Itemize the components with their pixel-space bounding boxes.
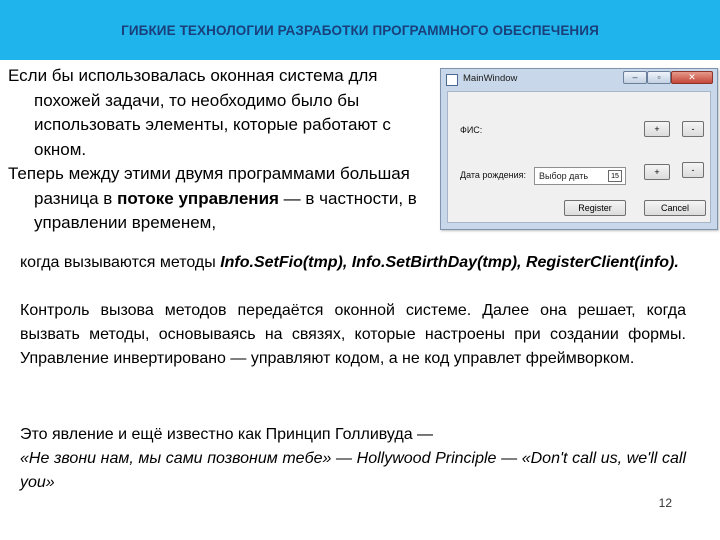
birth-date-label: Дата рождения: xyxy=(460,170,526,180)
control-paragraph: Контроль вызова методов передаётся оконной системе. Далее она решает, когда вызвать методы, основываясь на связях, которые настроены при создании формы. Управление инвертировано — управляют кодом, а не код управлет фреймворком. xyxy=(20,302,686,367)
date-plus-button[interactable]: + xyxy=(644,164,670,180)
window-client-area xyxy=(447,91,711,223)
intro-paragraph-1: Если бы использовалась оконная система для похожей задачи, то необходимо было бы использовать элементы, которые работают с окном. xyxy=(8,66,391,159)
body-paragraph-1 xyxy=(20,251,686,275)
calendar-icon[interactable]: 15 xyxy=(608,170,622,182)
minimize-icon[interactable]: – xyxy=(623,71,647,84)
body-paragraph-3 xyxy=(20,423,686,495)
intro-p2-tail: — в частности, в управлении временем, xyxy=(34,188,417,232)
date-placeholder: Выбор дать xyxy=(539,171,589,181)
intro-paragraph-2 xyxy=(8,162,446,236)
methods-intro: когда вызываются методы xyxy=(20,254,221,271)
methods-code: Info.SetFio(tmp), Info.SetBirthDay(tmp), RegisterClient(info). xyxy=(220,254,679,271)
intro-p2-text: Теперь между этими двумя программами большая разница в xyxy=(8,164,410,208)
hollywood-intro: Это явление и ещё известно как Принцип Голливуда — xyxy=(20,426,434,443)
maximize-icon[interactable]: ▫ xyxy=(647,71,671,84)
fio-plus-button[interactable]: + xyxy=(644,121,670,137)
methods-paragraph xyxy=(20,251,686,275)
register-button[interactable]: Register xyxy=(564,200,626,216)
cancel-button[interactable]: Cancel xyxy=(644,200,706,216)
window-app-icon xyxy=(446,74,458,86)
hollywood-quote-text: «Не звони нам, мы сами позвоним тебе» — Hollywood Principle — «Don't call us, we'll call you» xyxy=(20,450,686,491)
body-paragraph-2 xyxy=(20,299,686,371)
date-minus-button[interactable]: - xyxy=(682,162,704,178)
window-title-bar xyxy=(441,69,717,91)
birth-date-picker[interactable] xyxy=(534,167,626,185)
main-window-screenshot xyxy=(440,68,718,230)
slide-title: ГИБКИЕ ТЕХНОЛОГИИ РАЗРАБОТКИ ПРОГРАММНОГО ОБЕСПЕЧЕНИЯ xyxy=(121,23,599,38)
window-title: MainWindow xyxy=(463,73,518,84)
intro-p2-bold: потоке управления xyxy=(117,188,279,208)
fio-minus-button[interactable]: - xyxy=(682,121,704,137)
close-icon[interactable]: ✕ xyxy=(671,71,713,84)
hollywood-quote xyxy=(20,447,686,495)
title-bar xyxy=(0,0,720,60)
fio-label: ФИС: xyxy=(460,125,483,135)
page-number: 12 xyxy=(658,496,672,510)
